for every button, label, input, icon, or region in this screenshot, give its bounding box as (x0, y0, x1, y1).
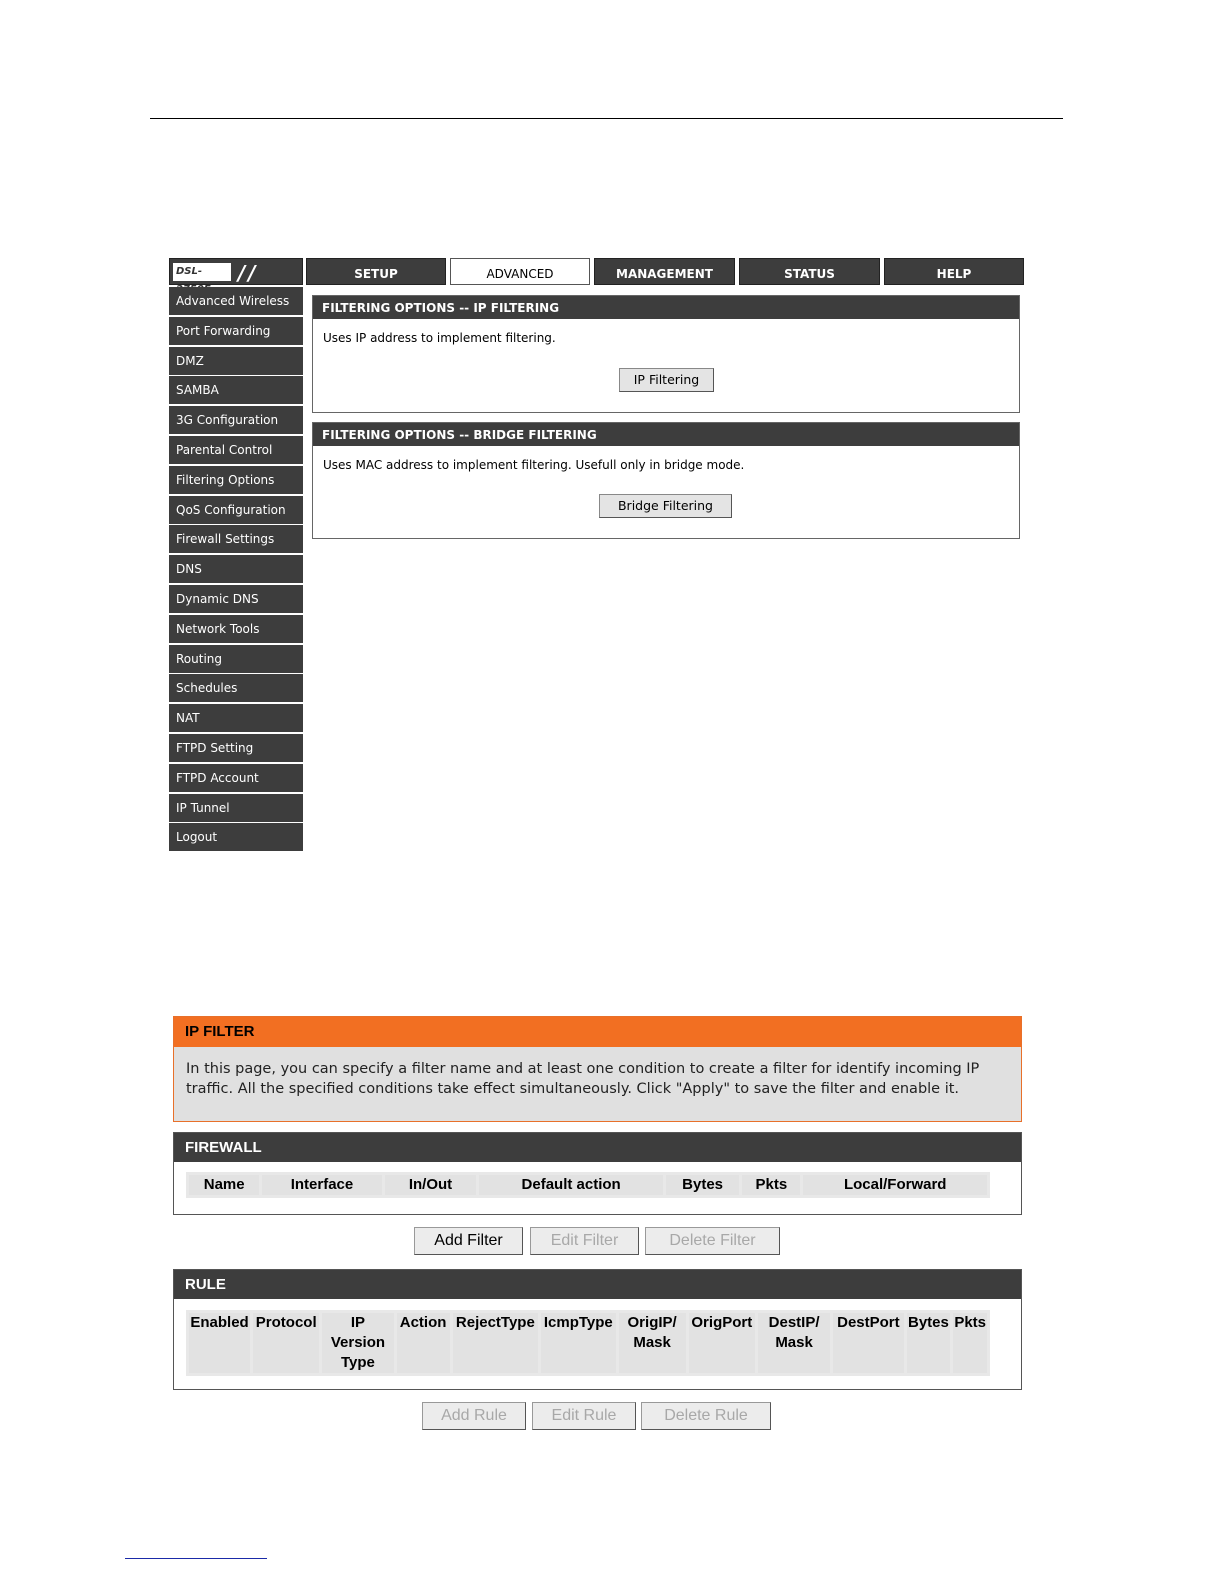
bridge-filtering-panel-title: FILTERING OPTIONS -- BRIDGE FILTERING (313, 423, 1019, 446)
col-bytes: Bytes (666, 1175, 739, 1195)
col-action: Action (397, 1313, 450, 1373)
edit-rule-button[interactable]: Edit Rule (532, 1402, 636, 1430)
ip-filter-intro (173, 1016, 1022, 1122)
col-orig-port: OrigPort (689, 1313, 755, 1373)
delete-filter-button[interactable]: Delete Filter (645, 1227, 780, 1255)
tab-advanced[interactable]: ADVANCED (450, 258, 590, 285)
sidebar-item-nat[interactable]: NAT (169, 704, 303, 732)
col-rule-pkts: Pkts (953, 1313, 987, 1373)
ip-filter-title: IP FILTER (174, 1017, 1021, 1047)
rule-title: RULE (174, 1270, 1021, 1299)
logo-slashes-icon: / / (238, 261, 254, 285)
firewall-table (186, 1172, 990, 1198)
col-pkts: Pkts (742, 1175, 800, 1195)
col-ip-version-type: IP Version Type (322, 1313, 393, 1373)
bridge-filtering-panel-text: Uses MAC address to implement filtering. Usefull only in bridge mode. (323, 458, 745, 472)
sidebar-item-advanced-wireless[interactable]: Advanced Wireless (169, 287, 303, 315)
sidebar-item-dns[interactable]: DNS (169, 555, 303, 583)
col-name: Name (189, 1175, 259, 1195)
model-label: DSL- (173, 263, 231, 281)
col-local-forward: Local/Forward (803, 1175, 987, 1195)
rule-header-row (189, 1313, 987, 1373)
col-enabled: Enabled (189, 1313, 250, 1373)
tab-management[interactable]: MANAGEMENT (594, 258, 735, 285)
col-default-action: Default action (479, 1175, 663, 1195)
page-header-rule (150, 118, 1063, 119)
sidebar (169, 287, 303, 853)
model-logo (169, 258, 303, 285)
firewall-button-bar (0, 1227, 1224, 1255)
rule-table (186, 1310, 990, 1376)
sidebar-item-dmz[interactable]: DMZ (169, 347, 303, 375)
col-dest-port: DestPort (833, 1313, 903, 1373)
col-reject-type: RejectType (453, 1313, 539, 1373)
ip-filtering-panel (312, 295, 1020, 413)
firewall-section (173, 1132, 1022, 1215)
sidebar-item-ftpd-account[interactable]: FTPD Account (169, 764, 303, 792)
add-filter-button[interactable]: Add Filter (414, 1227, 523, 1255)
sidebar-item-logout[interactable]: Logout (169, 823, 303, 851)
ip-filter-description: In this page, you can specify a filter name and at least one condition to create a filter for identify incoming IP traffic. All the specified conditions take effect simultaneously. Click "Apply" to save the filter and enable it. (186, 1061, 980, 1097)
ip-filtering-panel-title: FILTERING OPTIONS -- IP FILTERING (313, 296, 1019, 319)
col-dest-ip-mask: DestIP/ Mask (758, 1313, 830, 1373)
rule-section (173, 1269, 1022, 1390)
rule-button-bar (0, 1402, 1224, 1430)
tab-status[interactable]: STATUS (739, 258, 880, 285)
firewall-header-row (189, 1175, 987, 1195)
add-rule-button[interactable]: Add Rule (422, 1402, 526, 1430)
sidebar-item-routing[interactable]: Routing (169, 645, 303, 673)
sidebar-item-dynamic-dns[interactable]: Dynamic DNS (169, 585, 303, 613)
sidebar-item-firewall-settings[interactable]: Firewall Settings (169, 525, 303, 553)
col-in-out: In/Out (385, 1175, 477, 1195)
sidebar-item-parental-control[interactable]: Parental Control (169, 436, 303, 464)
sidebar-item-filtering-options[interactable]: Filtering Options (169, 466, 303, 494)
delete-rule-button[interactable]: Delete Rule (641, 1402, 771, 1430)
sidebar-item-ftpd-setting[interactable]: FTPD Setting (169, 734, 303, 762)
sidebar-item-network-tools[interactable]: Network Tools (169, 615, 303, 643)
sidebar-item-3g-configuration[interactable]: 3G Configuration (169, 406, 303, 434)
bridge-filtering-button[interactable]: Bridge Filtering (599, 494, 732, 518)
col-interface: Interface (262, 1175, 381, 1195)
col-rule-bytes: Bytes (907, 1313, 951, 1373)
bridge-filtering-panel (312, 422, 1020, 539)
tab-help[interactable]: HELP (884, 258, 1024, 285)
footnote-rule (125, 1558, 267, 1559)
sidebar-item-port-forwarding[interactable]: Port Forwarding (169, 317, 303, 345)
firewall-title: FIREWALL (174, 1133, 1021, 1162)
ip-filtering-button[interactable]: IP Filtering (619, 368, 714, 392)
sidebar-item-samba[interactable]: SAMBA (169, 376, 303, 404)
col-icmp-type: IcmpType (541, 1313, 615, 1373)
sidebar-item-ip-tunnel[interactable]: IP Tunnel (169, 794, 303, 822)
ip-filtering-panel-text: Uses IP address to implement filtering. (323, 331, 556, 345)
tab-setup[interactable]: SETUP (306, 258, 446, 285)
col-protocol: Protocol (253, 1313, 319, 1373)
router-filtering-options-screen (169, 258, 1024, 852)
col-orig-ip-mask: OrigIP/ Mask (619, 1313, 686, 1373)
sidebar-item-schedules[interactable]: Schedules (169, 674, 303, 702)
edit-filter-button[interactable]: Edit Filter (530, 1227, 639, 1255)
sidebar-item-qos-configuration[interactable]: QoS Configuration (169, 496, 303, 524)
